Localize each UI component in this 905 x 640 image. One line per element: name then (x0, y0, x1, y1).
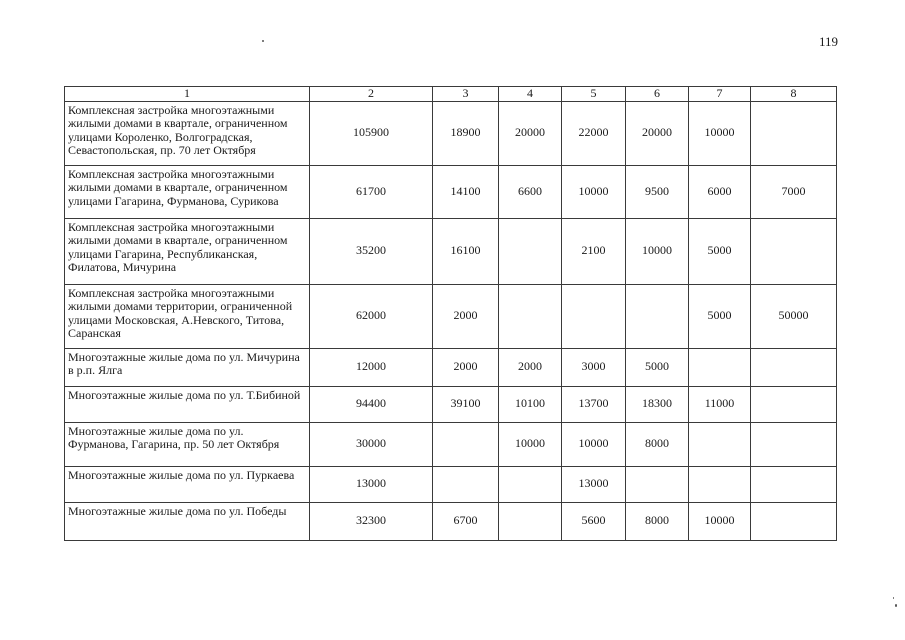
header-cell: 6 (626, 87, 689, 102)
value-cell: 12000 (310, 348, 433, 386)
value-cell: 2000 (433, 284, 499, 348)
object-description: Многоэтажные жилые дома по ул. Фурманова, Гагарина, пр. 50 лет Октября (65, 422, 310, 466)
value-cell: 11000 (689, 386, 751, 422)
value-cell (751, 101, 837, 165)
value-cell (499, 466, 562, 502)
table-row (65, 348, 837, 386)
object-description: Комплексная застройка многоэтажными жилыми домами территории, ограниченной улицами Московская, А.Невского, Титова, Саранская (65, 284, 310, 348)
value-cell: 35200 (310, 218, 433, 284)
value-cell: 10100 (499, 386, 562, 422)
value-cell (751, 422, 837, 466)
value-cell (751, 502, 837, 540)
header-cell: 4 (499, 87, 562, 102)
value-cell (626, 466, 689, 502)
value-cell: 94400 (310, 386, 433, 422)
value-cell (689, 466, 751, 502)
value-cell: 39100 (433, 386, 499, 422)
table-header-row (65, 87, 837, 102)
value-cell: 14100 (433, 165, 499, 218)
value-cell (433, 422, 499, 466)
value-cell: 18300 (626, 386, 689, 422)
table-row (65, 502, 837, 540)
header-cell: 1 (65, 87, 310, 102)
value-cell: 9500 (626, 165, 689, 218)
value-cell: 10000 (626, 218, 689, 284)
scan-speck (262, 40, 264, 42)
value-cell (751, 348, 837, 386)
value-cell: 3000 (562, 348, 626, 386)
investment-table (64, 86, 837, 541)
value-cell: 6700 (433, 502, 499, 540)
value-cell: 5000 (689, 218, 751, 284)
object-description: Комплексная застройка многоэтажными жилыми домами в квартале, ограниченном улицами Гагарина, Республиканская, Филатова, Мичурина (65, 218, 310, 284)
value-cell: 10000 (499, 422, 562, 466)
value-cell: 7000 (751, 165, 837, 218)
value-cell (751, 386, 837, 422)
value-cell: 50000 (751, 284, 837, 348)
value-cell (751, 218, 837, 284)
table-row (65, 284, 837, 348)
table-row (65, 466, 837, 502)
value-cell: 13000 (310, 466, 433, 502)
value-cell: 105900 (310, 101, 433, 165)
page-number: 119 (819, 34, 839, 49)
value-cell: 2000 (499, 348, 562, 386)
value-cell: 10000 (562, 165, 626, 218)
value-cell (499, 284, 562, 348)
table-row (65, 165, 837, 218)
value-cell: 2000 (433, 348, 499, 386)
value-cell: 61700 (310, 165, 433, 218)
header-cell: 2 (310, 87, 433, 102)
value-cell: 5600 (562, 502, 626, 540)
value-cell: 2100 (562, 218, 626, 284)
value-cell: 5000 (626, 348, 689, 386)
scan-speck (893, 597, 894, 599)
value-cell (626, 284, 689, 348)
value-cell: 13700 (562, 386, 626, 422)
table-row (65, 101, 837, 165)
value-cell: 8000 (626, 422, 689, 466)
object-description: Многоэтажные жилые дома по ул. Т.Бибиной (65, 386, 310, 422)
object-description: Комплексная застройка многоэтажными жилыми домами в квартале, ограниченном улицами Гагарина, Фурманова, Сурикова (65, 165, 310, 218)
value-cell (562, 284, 626, 348)
value-cell (689, 348, 751, 386)
value-cell: 32300 (310, 502, 433, 540)
header-cell: 8 (751, 87, 837, 102)
header-cell: 7 (689, 87, 751, 102)
value-cell: 6000 (689, 165, 751, 218)
value-cell: 20000 (499, 101, 562, 165)
value-cell (433, 466, 499, 502)
object-description: Многоэтажные жилые дома по ул. Пуркаева (65, 466, 310, 502)
object-description: Комплексная застройка многоэтажными жилыми домами в квартале, ограниченном улицами Короленко, Волгоградская, Севастопольская, пр. 70 лет Октября (65, 101, 310, 165)
value-cell: 8000 (626, 502, 689, 540)
value-cell: 18900 (433, 101, 499, 165)
value-cell (751, 466, 837, 502)
table-row (65, 386, 837, 422)
value-cell: 5000 (689, 284, 751, 348)
value-cell (499, 218, 562, 284)
value-cell (499, 502, 562, 540)
value-cell: 62000 (310, 284, 433, 348)
value-cell: 16100 (433, 218, 499, 284)
value-cell: 10000 (689, 101, 751, 165)
value-cell: 20000 (626, 101, 689, 165)
value-cell: 10000 (562, 422, 626, 466)
value-cell: 30000 (310, 422, 433, 466)
object-description: Многоэтажные жилые дома по ул. Победы (65, 502, 310, 540)
table-row (65, 422, 837, 466)
table-row (65, 218, 837, 284)
value-cell (689, 422, 751, 466)
scan-speck (895, 604, 897, 607)
value-cell: 22000 (562, 101, 626, 165)
object-description: Многоэтажные жилые дома по ул. Мичурина в р.п. Ялга (65, 348, 310, 386)
header-cell: 5 (562, 87, 626, 102)
value-cell: 6600 (499, 165, 562, 218)
value-cell: 10000 (689, 502, 751, 540)
value-cell: 13000 (562, 466, 626, 502)
header-cell: 3 (433, 87, 499, 102)
